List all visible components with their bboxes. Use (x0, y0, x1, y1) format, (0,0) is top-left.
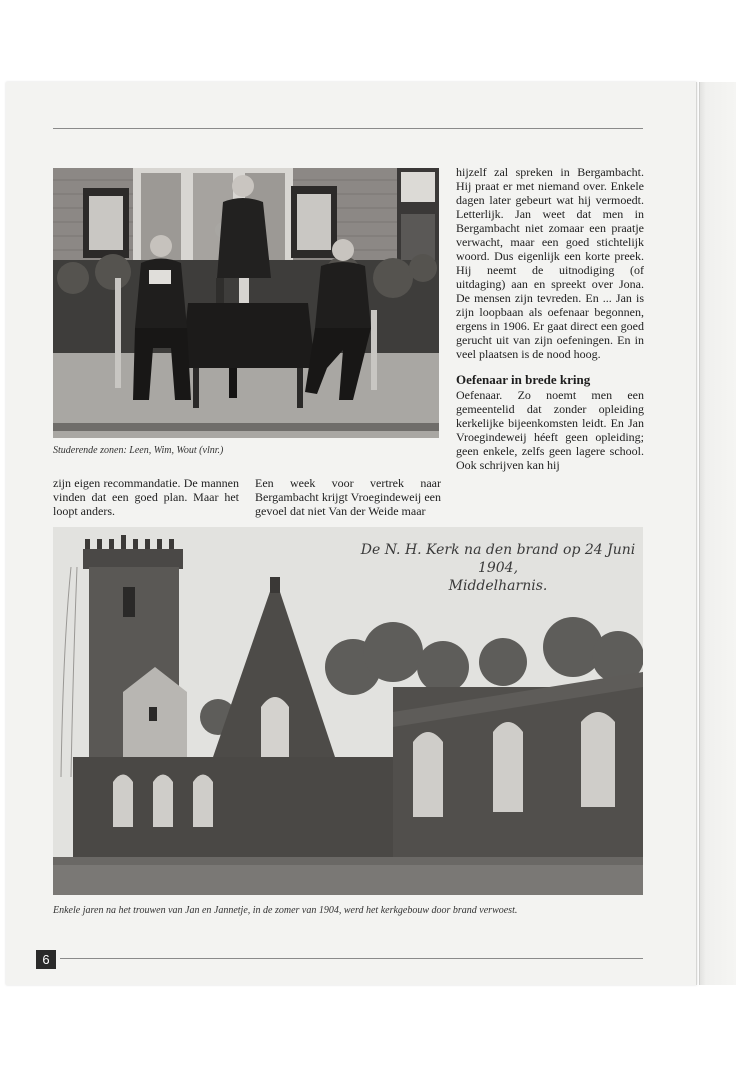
photo-caption-bottom: Enkele jaren na het trouwen van Jan en Jannetje, in de zomer van 1904, werd het kerkgebouw door brand verwoest. (53, 905, 518, 916)
photo-handwritten-title (353, 541, 643, 595)
page-number: 6 (36, 950, 56, 969)
photo-burned-church (53, 527, 643, 895)
body-text-left-column-2: Een week voor vertrek naar Bergambacht krijgt Vroegindeweij een gevoel dat niet Van der Weide maar (255, 476, 441, 518)
photo-title-line-2: Middelharnis. (448, 578, 548, 594)
section-subheading: Oefenaar in brede kring (456, 372, 591, 387)
body-text-right-column (456, 165, 644, 472)
photo-caption-top: Studerende zonen: Leen, Wim, Wout (vlnr.) (53, 445, 224, 456)
header-rule (53, 128, 643, 129)
photo-studying-sons (53, 168, 439, 438)
body-paragraph: Oefenaar. Zo noemt men een gemeentelid dat zonder opleiding kerkelijke bijeenkomsten leidt. En Jan Vroegindeweij héeft geen opleiding; geen enkele, zelfs geen lagere school. Ook schrijven kan hij (456, 388, 644, 472)
photo-title-line-1: De N. H. Kerk na den brand op 24 Juni 1904, (360, 542, 636, 576)
body-text-left-column-1: zijn eigen recommandatie. De mannen vinden dat een goed plan. Maar het loopt anders. (53, 476, 239, 518)
next-page-edge (699, 82, 736, 985)
footer-rule (60, 958, 643, 959)
body-paragraph: hijzelf zal spreken in Bergambacht. Hij praat er met niemand over. Enkele dagen later gebeurt wat hij vermoedt. Letterlijk. Jan weet dat men in Bergambacht niet zomaar een praatje verwacht, maar een goed stichtelijk woord. Dus eigenlijk een korte preek. Hij neemt de uitnodiging (of uitdaging) aan en spreekt over Jona. De mensen zijn tevreden. En ... Jan is zijn loopbaan als oefenaar begonnen, ergens in 1906. Er gaat direct een goed gerucht uit van zijn oefeningen. En in veel plaatsen is de nood hoog. (456, 165, 644, 361)
